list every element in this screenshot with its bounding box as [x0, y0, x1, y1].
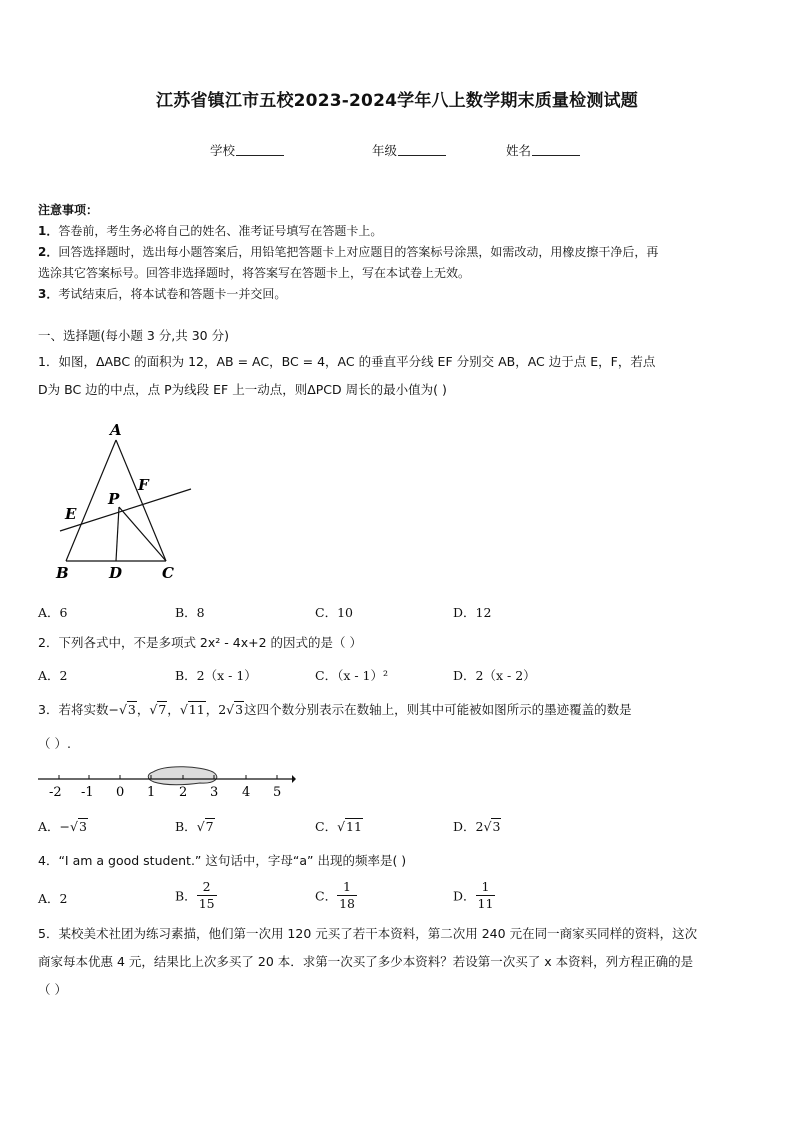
tick-label: -1 [81, 785, 94, 800]
q2-option-d[interactable]: D．2（x - 2） [453, 668, 536, 683]
notice-block [38, 200, 760, 305]
page-title: 江苏省镇江市五校2023-2024学年八上数学期末质量检测试题 [156, 91, 638, 111]
q4-option-c[interactable]: C． $\frac{1}{18}$ [315, 879, 355, 911]
tick-label: 3 [210, 785, 219, 800]
q2-option-c[interactable]: C．（x - 1）² [315, 668, 388, 683]
question-5-stem: 5．某校美术社团为练习素描，他们第一次用 120 元买了若干本资料，第二次用 240 元在同一商家买同样的资料，这次 商家每本优惠 4 元，结果比上次多买了 20 本．求第一次买了多少本资料？若设第一次买了 x 本资料，列方程正确的是 （ ） [38, 926, 698, 997]
q1-option-a[interactable]: A．6 [38, 605, 68, 620]
q3-option-c[interactable]: C．√11 [315, 819, 362, 834]
segment-pc [119, 507, 166, 561]
q4-option-a[interactable]: A．2 [38, 891, 68, 906]
number-root11: √11 [179, 702, 205, 717]
grade-blank [398, 143, 446, 156]
question-1-stem: 1．如图，ΔABC 的面积为 12，AB = AC，BC = 4，AC 的垂直平分线 EF 分别交 AB，AC 边于点 E，F，若点 D为 BC 边的中点，点 P为线段 EF 上一动点，则ΔPCD 周长的最小值为( ) [38, 354, 656, 397]
line-ef [60, 489, 191, 531]
q3-option-d[interactable]: D．2√3 [453, 819, 501, 834]
q2-option-b[interactable]: B．2（x - 1） [175, 668, 257, 683]
q1-option-b[interactable]: B．8 [175, 605, 205, 620]
school-label: 学校 [210, 143, 236, 158]
number-line-figure [36, 762, 298, 804]
tick-label: 1 [147, 785, 156, 800]
number-2root3: 2√3 [218, 702, 244, 717]
grade-field [372, 141, 446, 159]
tick-label: 4 [242, 785, 251, 800]
tick-label: -2 [49, 785, 62, 800]
school-field [210, 141, 284, 159]
number-neg-root3: −√3 [108, 702, 136, 717]
edge-ac [116, 440, 166, 561]
label-p: P [108, 490, 120, 508]
q4-option-d[interactable]: D． $\frac{1}{11}$ [453, 879, 494, 911]
q1-option-d[interactable]: D．12 [453, 605, 492, 620]
q3-option-a[interactable]: A．−√3 [38, 819, 87, 834]
name-label: 姓名 [506, 143, 532, 158]
label-b: B [56, 564, 69, 582]
q1-option-c[interactable]: C．10 [315, 605, 353, 620]
notice-item: 3．考试结束后，将本试卷和答题卡一并交回。 [38, 287, 287, 301]
question-4-stem: 4．“I am a good student.” 这句话中，字母“a” 出现的频率是( ) [38, 853, 407, 868]
grade-label: 年级 [372, 143, 398, 158]
name-field [506, 141, 580, 159]
tick-label: 2 [179, 785, 188, 800]
tick-label: 0 [116, 785, 125, 800]
notice-item: 1．答卷前，考生务必将自己的姓名、准考证号填写在答题卡上。 [38, 224, 383, 238]
label-f: F [138, 476, 149, 494]
number-root7: √7 [149, 702, 167, 717]
notice-item: 2．回答选择题时，选出每小题答案后，用铅笔把答题卡上对应题目的答案标号涂黑，如需改动，用橡皮擦干净后，再 [38, 245, 659, 259]
question-3-stem: 3．若将实数−√3，√7，√11，2√3这四个数分别表示在数轴上，则其中可能被如图所示的墨迹覆盖的数是 （ ）. [38, 702, 632, 751]
section-title: 一、选择题(每小题 3 分,共 30 分) [38, 328, 229, 343]
triangle-figure [48, 418, 208, 583]
label-e: E [65, 505, 77, 523]
segment-pd [116, 507, 119, 561]
axis-arrow [292, 775, 296, 783]
question-2-stem: 2．下列各式中，不是多项式 2x² - 4x+2 的因式的是（ ） [38, 635, 362, 650]
q2-option-a[interactable]: A．2 [38, 668, 68, 683]
tick-label: 5 [273, 785, 282, 800]
label-c: C [162, 564, 174, 582]
q4-option-b[interactable]: B． $\frac{2}{15}$ [175, 879, 215, 911]
notice-item: 选涂其它答案标号。回答非选择题时，将答案写在答题卡上，写在本试卷上无效。 [38, 266, 471, 280]
name-blank [532, 143, 580, 156]
label-d: D [109, 564, 123, 582]
q3-option-b[interactable]: B．√7 [175, 819, 214, 834]
notice-heading: 注意事项： [38, 203, 99, 217]
label-a: A [110, 421, 122, 439]
school-blank [236, 143, 284, 156]
